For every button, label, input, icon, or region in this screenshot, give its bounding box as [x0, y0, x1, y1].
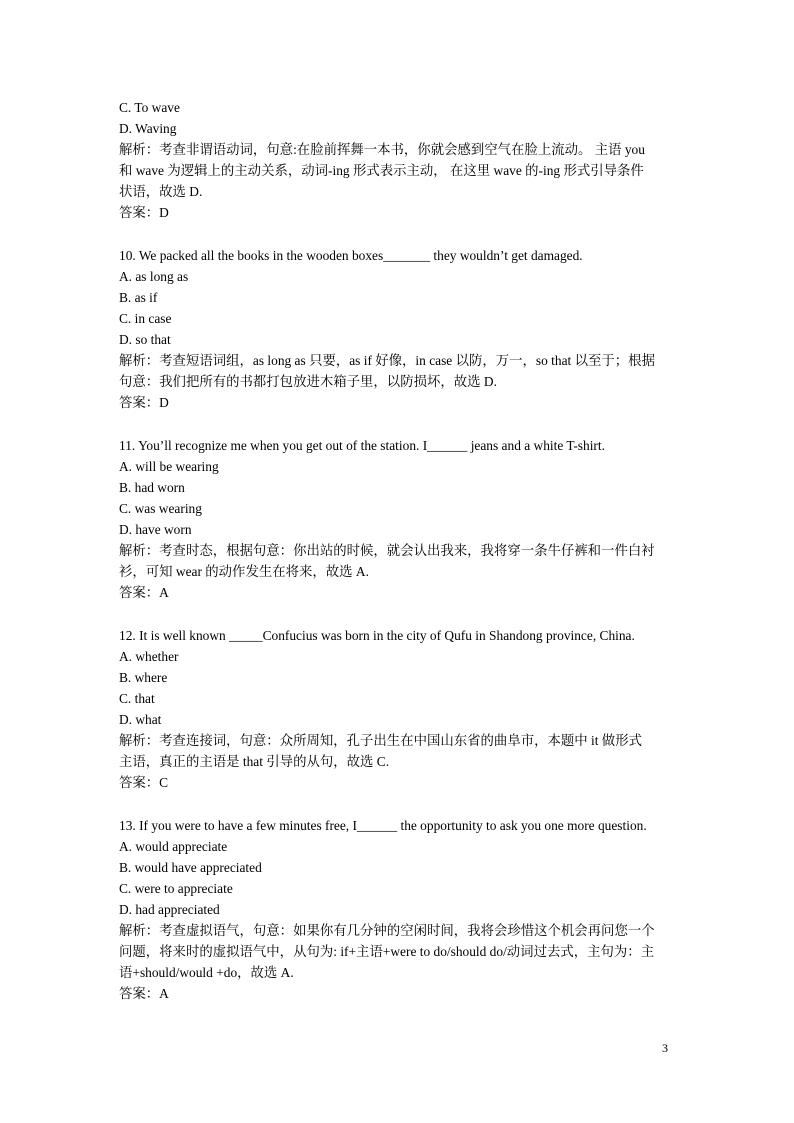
analysis-line: 解析：考查时态，根据句意：你出站的时候，就会认出我来，我将穿一条牛仔裤和一件白衬	[119, 543, 655, 558]
question-stem: 10. We packed all the books in the wooden boxes_______ they wouldn’t get damaged.	[119, 248, 583, 263]
answer-line: 答案：D	[119, 205, 169, 220]
option-d: D. have worn	[119, 522, 192, 537]
option-c: C. were to appreciate	[119, 881, 233, 896]
analysis-line: 主语，真正的主语是 that 引导的从句，故选 C.	[119, 754, 390, 769]
document-body	[119, 97, 675, 1004]
analysis-line: 衫，可知 wear 的动作发生在将来，故选 A.	[119, 564, 369, 579]
analysis-line: 和 wave 为逻辑上的主动关系，动词-ing 形式表示主动， 在这里 wave 的-ing 形式引导条件	[119, 163, 644, 178]
option-d: D. what	[119, 712, 162, 727]
spacer	[119, 793, 675, 815]
option-a: A. as long as	[119, 269, 189, 284]
analysis-line: 句意：我们把所有的书都打包放进木箱子里，以防损坏，故选 D.	[119, 374, 497, 389]
question-11	[119, 435, 675, 603]
question-10	[119, 245, 675, 413]
analysis-line: 解析：考查短语词组，as long as 只要，as if 好像，in case 以防，万一，so that 以至于；根据	[119, 353, 655, 368]
question-stem: 12. It is well known _____Confucius was born in the city of Qufu in Shandong province, China.	[119, 628, 635, 643]
answer-line: 答案：A	[119, 986, 169, 1001]
analysis-line: 解析：考查虚拟语气，句意：如果你有几分钟的空闲时间，我将会珍惜这个机会再问您一个	[119, 923, 655, 938]
option-b: B. where	[119, 670, 168, 685]
question-12	[119, 625, 675, 793]
option-c: C. that	[119, 691, 155, 706]
option-a: A. would appreciate	[119, 839, 228, 854]
analysis-line: 问题，将来时的虚拟语气中，从句为: if+主语+were to do/should do/动词过去式，主句为：主	[119, 944, 655, 959]
option-d: D. had appreciated	[119, 902, 220, 917]
option-a: A. whether	[119, 649, 179, 664]
option-c: C. in case	[119, 311, 172, 326]
analysis-line: 解析：考查非谓语动词，句意:在脸前挥舞一本书，你就会感到空气在脸上流动。 主语 you	[119, 142, 645, 157]
option-b: B. would have appreciated	[119, 860, 262, 875]
question-13	[119, 815, 675, 1004]
question-stem: 11. You’ll recognize me when you get out of the station. I______ jeans and a white T-shirt.	[119, 438, 605, 453]
option-b: B. as if	[119, 290, 158, 305]
analysis-line: 状语，故选 D.	[119, 184, 203, 199]
spacer	[119, 603, 675, 625]
spacer	[119, 413, 675, 435]
option-c: C. was wearing	[119, 501, 202, 516]
option-d: D. Waving	[119, 121, 177, 136]
analysis-line: 语+should/would +do，故选 A.	[119, 965, 294, 980]
option-d: D. so that	[119, 332, 171, 347]
answer-line: 答案：A	[119, 585, 169, 600]
answer-line: 答案：D	[119, 395, 169, 410]
option-b: B. had worn	[119, 480, 185, 495]
option-c: C. To wave	[119, 100, 180, 115]
page-number: 3	[662, 1041, 668, 1055]
question-stem: 13. If you were to have a few minutes free, I______ the opportunity to ask you one more question.	[119, 818, 647, 833]
spacer	[119, 223, 675, 245]
answer-line: 答案：C	[119, 775, 169, 790]
option-a: A. will be wearing	[119, 459, 219, 474]
analysis-line: 解析：考查连接词，句意：众所周知，孔子出生在中国山东省的曲阜市，本题中 it 做形式	[119, 733, 642, 748]
